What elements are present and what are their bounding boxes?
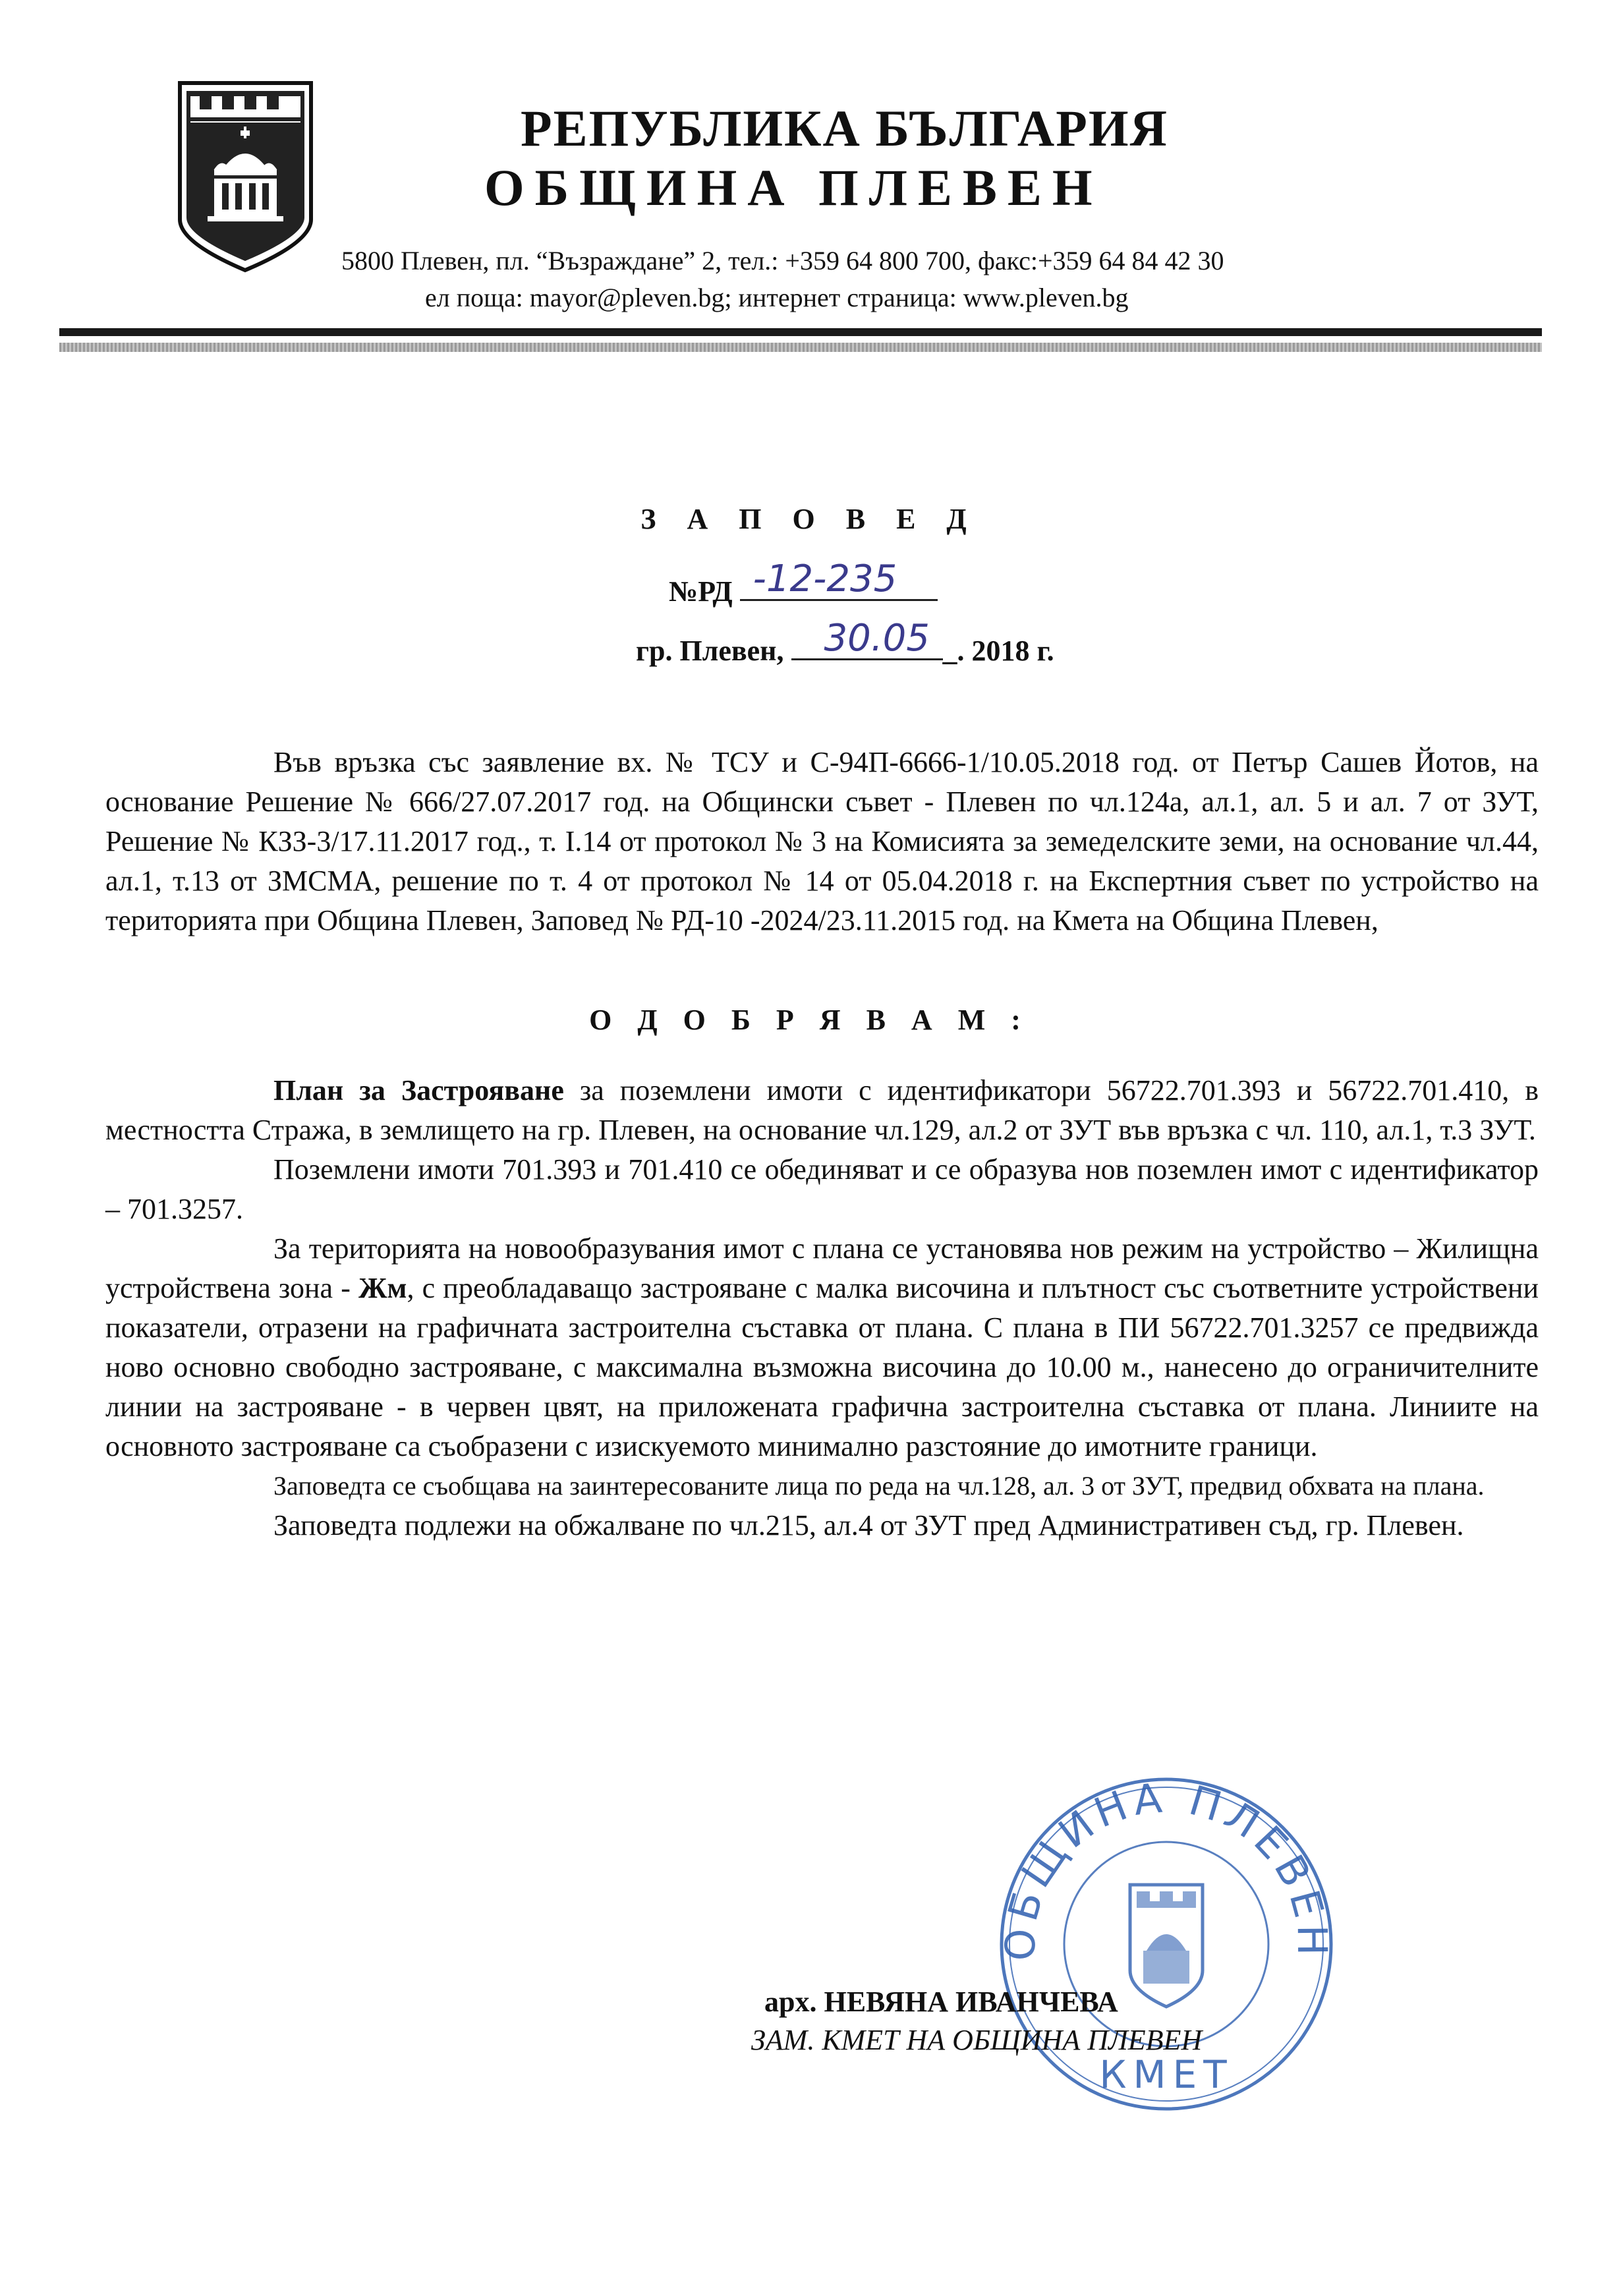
header-contact: ел поща: mayor@pleven.bg; интернет страница: www.pleven.bg	[425, 283, 1129, 312]
header-address: 5800 Плевен, пл. “Възраждане” 2, тел.: +359 64 800 700, факс:+359 64 84 42 30	[341, 246, 1224, 275]
svg-text:КМЕТ: КМЕТ	[1099, 2052, 1234, 2097]
order-date-blank	[791, 617, 943, 660]
basis-paragraph-block	[105, 743, 1539, 940]
approve-heading: О Д О Б Р Я В А М :	[589, 1004, 1030, 1036]
header-country: РЕПУБЛИКА БЪЛГАРИЯ	[521, 100, 1168, 157]
zone-code: Жм	[358, 1272, 407, 1304]
regime-text-b: , с преобладаващо застрояване с малка височина и плътност със съответните устройствени показатели, отразени на графичната застроителна съставка от плана. С плана в ПИ 56722.701.3257 се предвижда ново основно свободно застрояване, с максимална възможна височина до 10.00 м., нанесено до ограничителните линии на застрояване - в червен цвят, на приложената графична застроителна съставка от плана. Линиите на основното застрояване са съобразени с изискуемото минимално разстояние до имотните граници.	[105, 1272, 1539, 1462]
official-stamp	[995, 1773, 1338, 2115]
order-city: гр. Плевен,	[636, 635, 784, 667]
plan-description: за поземлени имоти с идентификатори 56722.701.393 и 56722.701.410, в местността Стража, в землището на гр. Плевен, на основание чл.129, ал.2 от ЗУТ във връзка с чл. 110, ал.1, т.3 ЗУТ.	[105, 1074, 1539, 1146]
signer-role: ЗАМ. КМЕТ НА ОБЩИНА ПЛЕВЕН	[751, 2024, 1203, 2056]
order-date-row	[636, 617, 1054, 668]
municipal-crest-logo	[175, 78, 316, 275]
header-divider	[59, 328, 1542, 336]
document-title: З А П О В Е Д	[640, 503, 979, 535]
header-divider-shadow	[59, 343, 1542, 352]
order-number-handwritten: -12-235	[753, 558, 897, 600]
body-paragraph-notice: Заповедта се съобщава на заинтересованите лица по реда на чл.128, ал. 3 от ЗУТ, предвид обхвата на плана.	[273, 1471, 1485, 1501]
body-paragraph-regime	[105, 1229, 1539, 1466]
body-paragraph-plan	[105, 1071, 1539, 1150]
signer-name: арх. НЕВЯНА ИВАНЧЕВА	[764, 1986, 1118, 2018]
basis-paragraph: Във връзка със заявление вх. № ТСУ и С-94П-6666-1/10.05.2018 год. от Петър Сашев Йотов, на основание Решение № 666/27.07.2017 год. на Общински съвет - Плевен по чл.124а, ал.1, ал. 5 и ал. 7 от ЗУТ, Решение № КЗЗ-3/17.11.2017 год., т. I.14 от протокол № 3 на Комисията за земеделските земи, на основание чл.44, ал.1, т.13 от ЗМСМА, решение по т. 4 от протокол № 14 от 05.04.2018 г. на Експертния съвет по устройство на територията при Община Плевен, Заповед № РД-10 -2024/23.11.2015 год. на Кмета на Община Плевен,	[105, 746, 1539, 936]
order-body	[105, 1071, 1539, 1545]
plan-title: План за Застрояване	[273, 1074, 564, 1106]
order-number-prefix: №РД	[669, 575, 733, 608]
order-year: _. 2018 г.	[942, 635, 1054, 667]
order-date-handwritten: 30.05	[824, 617, 930, 660]
body-paragraph-appeal: Заповедта подлежи на обжалване по чл.215, ал.4 от ЗУТ пред Административен съд, гр. Плевен.	[273, 1509, 1464, 1541]
svg-text:ОБЩИНА ПЛЕВЕН: ОБЩИНА ПЛЕВЕН	[996, 1773, 1337, 1961]
header-municipality: ОБЩИНА ПЛЕВЕН	[484, 159, 1103, 216]
body-paragraph-merge: Поземлени имоти 701.393 и 701.410 се обединяват и се образува нов поземлен имот с идентификатор – 701.3257.	[105, 1153, 1539, 1225]
order-number-blank	[740, 558, 938, 601]
order-number-row	[669, 558, 938, 608]
regime-text-a: За територията на новообразувания имот с плана се установява нов режим на устройство – Жилищна устройствена зона -	[105, 1232, 1539, 1304]
